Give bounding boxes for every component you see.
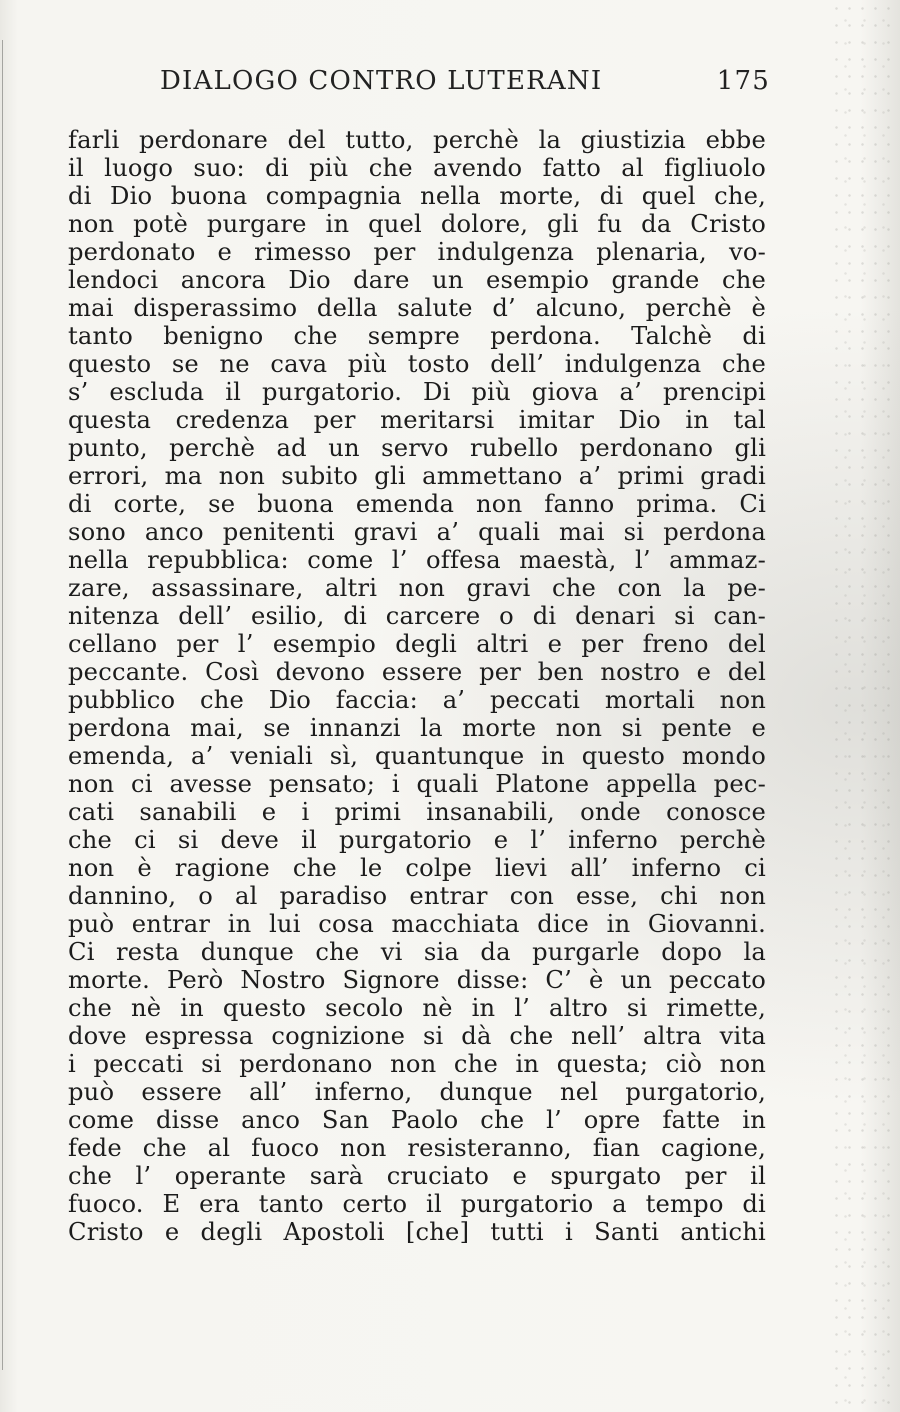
text-line: morte. Però Nostro Signore disse: C’ è un peccato — [68, 966, 766, 994]
text-line: che nè in questo secolo nè in l’ altro si rimette, — [68, 994, 766, 1022]
text-line: perdonato e rimesso per indulgenza plenaria, vo- — [68, 238, 766, 266]
text-line: il luogo suo: di più che avendo fatto al figliuolo — [68, 154, 766, 182]
text-line: che l’ operante sarà cruciato e spurgato per il — [68, 1162, 766, 1190]
text-line: questa credenza per meritarsi imitar Dio in tal — [68, 406, 766, 434]
text-line: emenda, a’ veniali sì, quantunque in questo mondo — [68, 742, 766, 770]
body-text — [68, 126, 766, 1246]
text-line: può essere all’ inferno, dunque nel purgatorio, — [68, 1078, 766, 1106]
text-line: dove espressa cognizione si dà che nell’ altra vita — [68, 1022, 766, 1050]
text-line: pubblico che Dio faccia: a’ peccati mortali non — [68, 686, 766, 714]
text-line: punto, perchè ad un servo rubello perdonano gli — [68, 434, 766, 462]
text-line: questo se ne cava più tosto dell’ indulgenza che — [68, 350, 766, 378]
text-line: Ci resta dunque che vi sia da purgarle dopo la — [68, 938, 766, 966]
text-line: Cristo e degli Apostoli [che] tutti i Santi antichi — [68, 1218, 766, 1246]
text-line: errori, ma non subito gli ammettano a’ primi gradi — [68, 462, 766, 490]
running-header — [160, 66, 770, 96]
page-number: 175 — [716, 66, 770, 96]
text-line: perdona mai, se innanzi la morte non si pente e — [68, 714, 766, 742]
text-line: fede che al fuoco non resisteranno, fian cagione, — [68, 1134, 766, 1162]
text-line: peccante. Così devono essere per ben nostro e del — [68, 658, 766, 686]
text-line: fuoco. E era tanto certo il purgatorio a tempo di — [68, 1190, 766, 1218]
text-line: di Dio buona compagnia nella morte, di quel che, — [68, 182, 766, 210]
text-line: che ci si deve il purgatorio e l’ inferno perchè — [68, 826, 766, 854]
text-line: lendoci ancora Dio dare un esempio grande che — [68, 266, 766, 294]
running-title: DIALOGO CONTRO LUTERANI — [160, 66, 603, 96]
text-line: di corte, se buona emenda non fanno prima. Ci — [68, 490, 766, 518]
text-line: non è ragione che le colpe lievi all’ inferno ci — [68, 854, 766, 882]
text-line: non ci avesse pensato; i quali Platone appella pec- — [68, 770, 766, 798]
text-line: sono anco penitenti gravi a’ quali mai si perdona — [68, 518, 766, 546]
text-line: come disse anco San Paolo che l’ opre fatte in — [68, 1106, 766, 1134]
text-line: cellano per l’ esempio degli altri e per freno del — [68, 630, 766, 658]
scan-noise — [830, 0, 900, 1412]
text-line: farli perdonare del tutto, perchè la giustizia ebbe — [68, 126, 766, 154]
text-line: i peccati si perdonano non che in questa; ciò non — [68, 1050, 766, 1078]
text-line: tanto benigno che sempre perdona. Talchè di — [68, 322, 766, 350]
text-line: nitenza dell’ esilio, di carcere o di denari si can- — [68, 602, 766, 630]
text-line: nella repubblica: come l’ offesa maestà, l’ ammaz- — [68, 546, 766, 574]
page-edge-shadow — [2, 40, 7, 1370]
text-line: non potè purgare in quel dolore, gli fu da Cristo — [68, 210, 766, 238]
text-line: dannino, o al paradiso entrar con esse, chi non — [68, 882, 766, 910]
text-line: s’ escluda il purgatorio. Di più giova a’ prencipi — [68, 378, 766, 406]
text-line: mai disperassimo della salute d’ alcuno, perchè è — [68, 294, 766, 322]
text-line: zare, assassinare, altri non gravi che con la pe- — [68, 574, 766, 602]
text-line: può entrar in lui cosa macchiata dice in Giovanni. — [68, 910, 766, 938]
text-line: cati sanabili e i primi insanabili, onde conosce — [68, 798, 766, 826]
